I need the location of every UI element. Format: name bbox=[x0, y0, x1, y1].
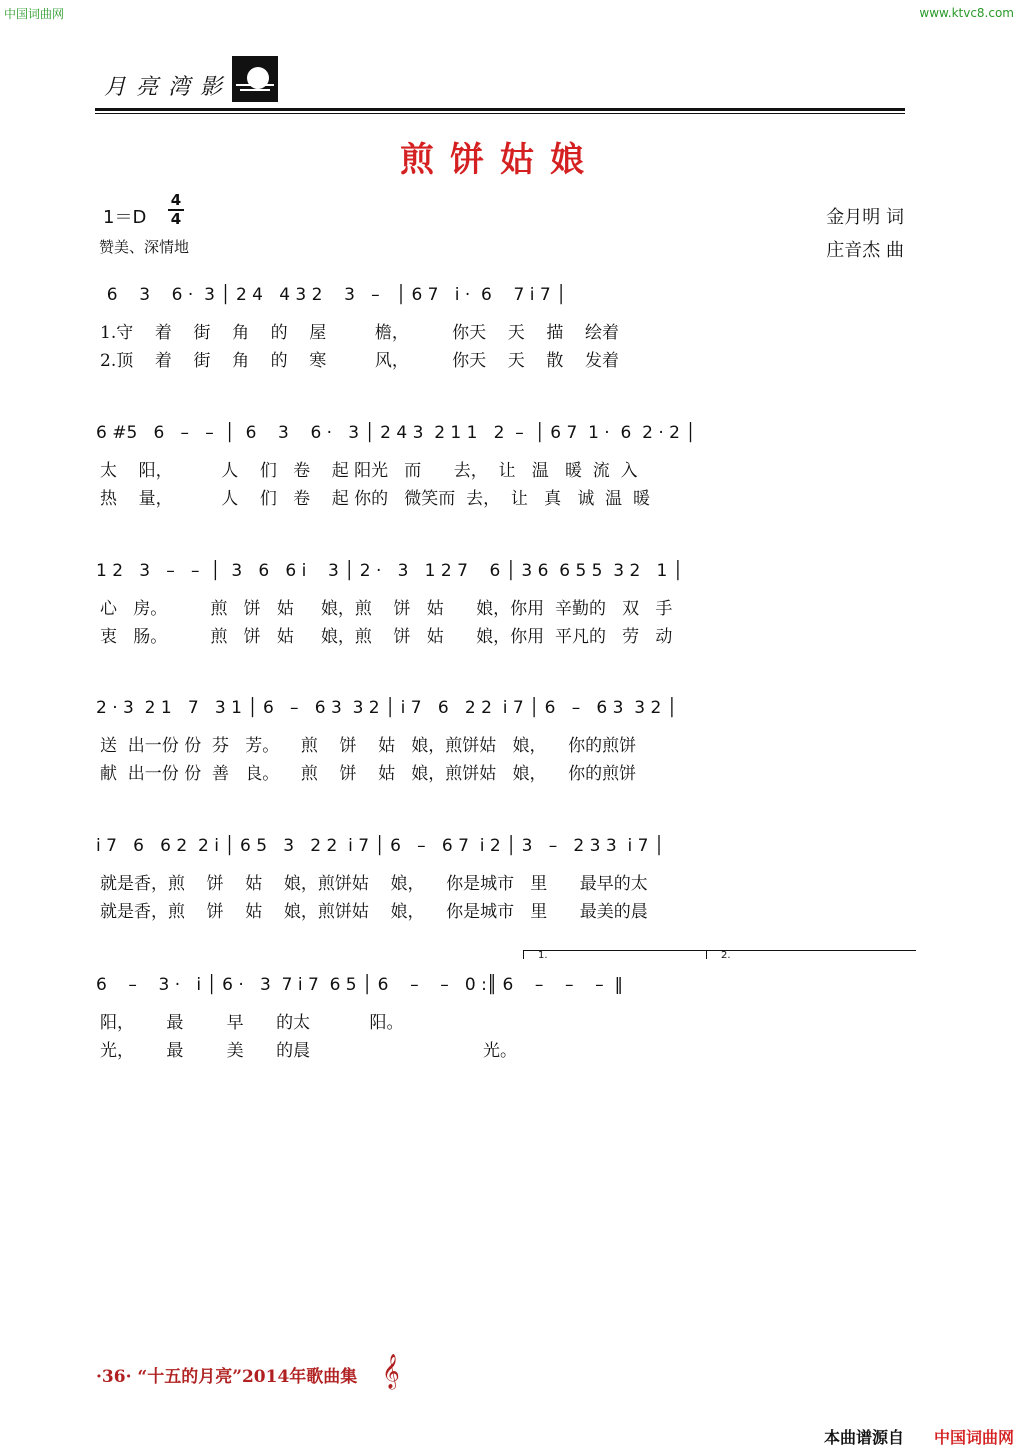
second-ending-bracket: 2. bbox=[706, 950, 916, 959]
header-rule-thin bbox=[95, 113, 905, 114]
header-rule bbox=[95, 108, 905, 111]
page-footer bbox=[96, 1362, 357, 1387]
lyric-line-verse1: 心 房。 煎 饼 姑 娘，煎 饼 姑 娘，你用 辛勤的 双 手 bbox=[100, 599, 673, 619]
time-bottom: 4 bbox=[170, 210, 182, 228]
first-ending-bracket: 1. bbox=[523, 950, 710, 959]
site-name-left[interactable]: 中国词曲网 bbox=[4, 7, 65, 21]
composer-credit: 庄音杰 曲 bbox=[826, 240, 904, 261]
lyric-line-verse1: 太 阳， 人 们 卷 起 阳光 而 去， 让 温 暖 流 入 bbox=[100, 461, 638, 481]
brand-logo-text: 月亮湾影 bbox=[104, 75, 233, 100]
notation-line: 6 – 3 · i │ 6 · 3 7 i 7 6 5 │ 6 – – 0 :║ 6 – – – ‖ bbox=[96, 975, 623, 995]
notation-line: 1 2 3 – – │ 3 6 6 i 3 │ 2 · 3 1 2 7 6 │ 3 6 6 5 5 3 2 1 │ bbox=[96, 561, 684, 581]
moon-logo-icon bbox=[232, 56, 278, 102]
book-title: “十五的月亮”2014年歌曲集 bbox=[137, 1367, 358, 1387]
notation-line: 6 3 6 · 3 │ 2 4 4 3 2 3 – │ 6 7 i · 6 7 i 7 │ bbox=[96, 285, 567, 305]
lyric-line-verse2: 2.顶 着 街 角 的 寒 风， 你天 天 散 发着 bbox=[100, 351, 620, 371]
lyric-line-verse2: 献 出一份 份 善 良。 煎 饼 姑 娘，煎饼姑 娘， 你的煎饼 bbox=[100, 764, 637, 784]
lyric-line-verse2: 就是香，煎 饼 姑 娘，煎饼姑 娘， 你是城市 里 最美的晨 bbox=[100, 902, 648, 922]
lyric-line-verse2: 衷 肠。 煎 饼 姑 娘，煎 饼 姑 娘，你用 平凡的 劳 动 bbox=[100, 627, 673, 647]
treble-clef-icon: 𝄞 bbox=[382, 1354, 400, 1389]
song-title: 煎饼姑娘 bbox=[400, 140, 600, 180]
lyric-line-verse1: 就是香，煎 饼 姑 娘，煎饼姑 娘， 你是城市 里 最早的太 bbox=[100, 874, 648, 894]
page-number: ·36· bbox=[96, 1367, 132, 1387]
lyric-line-verse1: 阳， 最 早 的太 阳。 bbox=[100, 1013, 404, 1033]
lyric-line-verse1: 送 出一份 份 芬 芳。 煎 饼 姑 娘，煎饼姑 娘， 你的煎饼 bbox=[100, 736, 637, 756]
time-top: 4 bbox=[170, 191, 182, 209]
notation-line: i 7 6 6 2 2 i │ 6 5 3 2 2 i 7 │ 6 – 6 7 i 2 │ 3 – 2 3 3 i 7 │ bbox=[96, 836, 665, 856]
source-label: 本曲谱源自 bbox=[823, 1428, 904, 1447]
lyricist-credit: 金月明 词 bbox=[826, 207, 904, 228]
notation-line: 2 · 3 2 1 7 3 1 │ 6 – 6 3 3 2 │ i 7 6 2 2 i 7 │ 6 – 6 3 3 2 │ bbox=[96, 698, 677, 718]
notation-line: 6 #5 6 – – │ 6 3 6 · 3 │ 2 4 3 2 1 1 2 – │ 6 7 1 · 6 2 · 2 │ bbox=[96, 423, 696, 443]
lyric-line-verse2: 热 量， 人 们 卷 起 你的 微笑而 去， 让 真 诚 温 暖 bbox=[100, 489, 650, 509]
lyric-line-verse2: 光， 最 美 的晨 光。 bbox=[100, 1041, 517, 1061]
source-site-link[interactable]: 中国词曲网 bbox=[933, 1428, 1014, 1447]
key-signature: 1＝D bbox=[103, 207, 147, 228]
time-signature bbox=[168, 193, 184, 227]
site-url-right[interactable]: www.ktvc8.com bbox=[919, 6, 1014, 20]
lyric-line-verse1: 1.守 着 街 角 的 屋 檐， 你天 天 描 绘着 bbox=[100, 323, 620, 343]
tempo-marking: 赞美、深情地 bbox=[99, 238, 190, 256]
